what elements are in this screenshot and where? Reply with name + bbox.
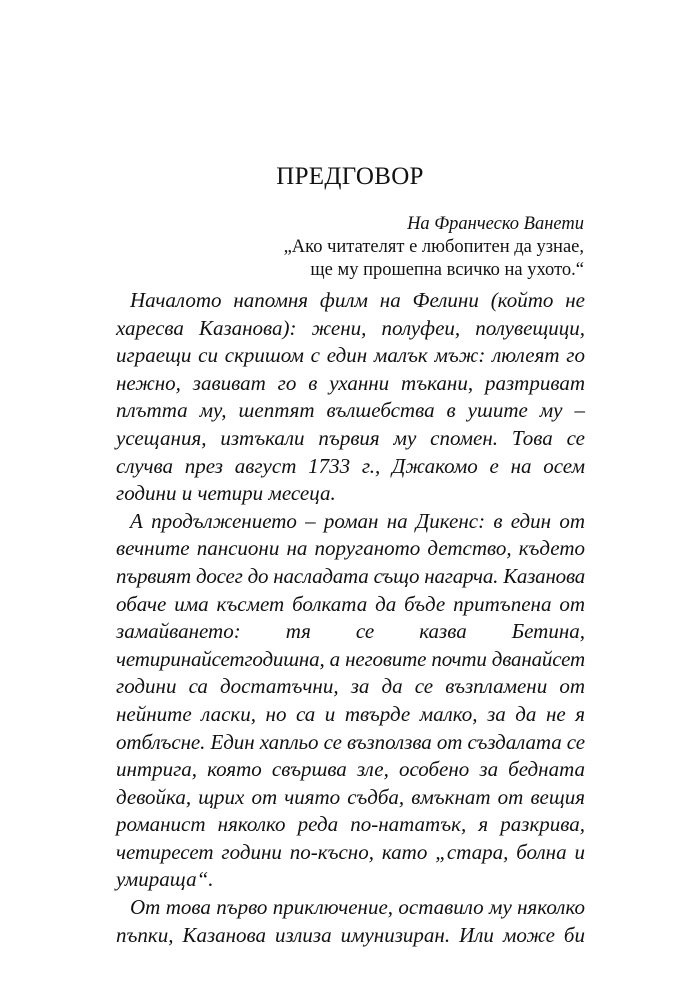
epigraph-dedication: На Франческо Ванети — [407, 214, 584, 234]
text-line: девойка, щрих от чиято съдба, вмъкнат от вещия — [116, 784, 585, 809]
text-line: харесва Казанова): жени, полуфеи, полувещици, — [116, 315, 585, 340]
text-line: играещи си скришом с един малък мъж: люлеят го — [116, 343, 585, 368]
text-line: плътта му, шептят вълшебства в ушите му – — [116, 398, 585, 423]
text-line: случва през август 1733 г., Джакомо е на осем — [116, 453, 585, 478]
text-line: години са достатъчни, за да се възпламени от — [116, 674, 585, 699]
text-line: усещания, изтъкали първия му спомен. Това се — [116, 425, 585, 450]
text-line: умираща“. — [116, 867, 214, 892]
page-title: ПРЕДГОВОР — [276, 163, 424, 190]
text-line: интрига, която свършва зле, особено за бедната — [116, 757, 585, 782]
text-line: отблъсне. Един хапльо се възползва от създалата се — [116, 729, 585, 754]
paragraph-2 — [116, 508, 585, 894]
text-line: четиресет години по-късно, като „стара, болна и — [116, 839, 585, 864]
paragraph-3 — [116, 894, 585, 949]
body-text — [116, 287, 585, 949]
epigraph-quote-line: „Ако читателят е любопитен да узнае, — [283, 237, 584, 257]
text-line: замайването: тя се казва Бетина, — [116, 619, 585, 644]
text-line: нежно, завиват го в уханни тъкани, разтриват — [116, 370, 585, 395]
epigraph-quote-line: ще му прошепна всичко на ухото.“ — [310, 260, 584, 280]
text-line: четиринайсетгодишна, а неговите почти дванайсет — [116, 646, 585, 671]
text-line: пъпки, Казанова излиза имунизиран. Или може би — [116, 922, 585, 947]
text-line: години и четири месеца. — [116, 481, 336, 506]
text-line: романист няколко реда по-нататък, я разкрива, — [116, 812, 585, 837]
text-line: първият досег до насладата също нагарча. Казанова — [116, 563, 585, 588]
paragraph-1 — [116, 287, 585, 508]
text-line: обаче има късмет болката да бъде притъпена от — [116, 591, 585, 616]
epigraph — [284, 213, 584, 282]
text-line: Началото напомня филм на Фелини (който не — [130, 288, 585, 312]
text-line: А продължението – роман на Дикенс: в един от — [130, 508, 585, 533]
text-line: нейните ласки, но са и твърде малко, за да не я — [116, 701, 585, 726]
text-line: вечните пансиони на поруганото детство, където — [116, 536, 585, 561]
text-line: От това първо приключение, оставило му няколко — [130, 895, 585, 920]
